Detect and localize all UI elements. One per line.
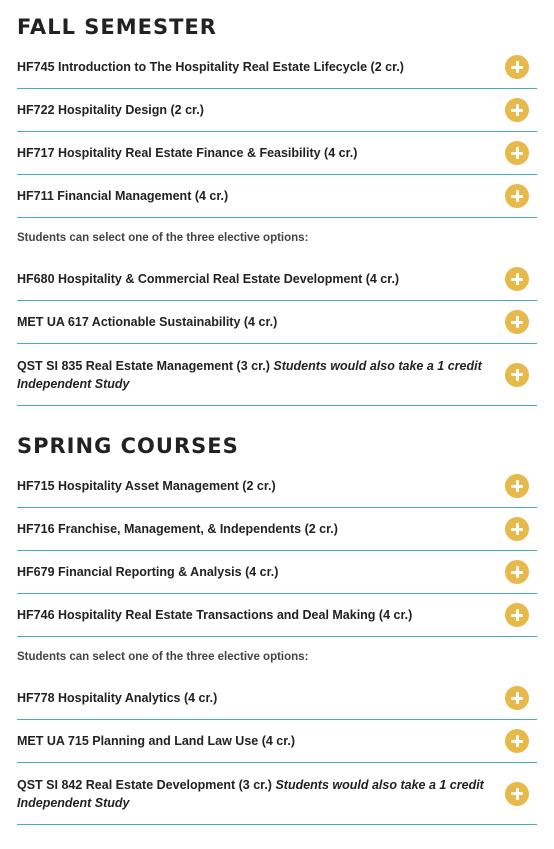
course-label: MET UA 617 Actionable Sustainability (4 cr.) [17, 315, 278, 329]
plus-circle-icon[interactable] [505, 603, 529, 627]
course-row[interactable] [17, 594, 537, 637]
course-row[interactable] [17, 258, 537, 301]
course-row[interactable] [17, 46, 537, 89]
plus-circle-icon[interactable] [505, 560, 529, 584]
fall-semester-section [17, 12, 537, 406]
spring-courses-section [17, 431, 537, 825]
plus-circle-icon[interactable] [505, 267, 529, 291]
course-row[interactable] [17, 344, 537, 406]
course-label: HF745 Introduction to The Hospitality Real Estate Lifecycle (2 cr.) [17, 60, 404, 74]
course-note: Students would also take a 1 credit Independent Study [17, 358, 482, 391]
course-label: HF717 Hospitality Real Estate Finance & Feasibility (4 cr.) [17, 146, 358, 160]
course-label: HF680 Hospitality & Commercial Real Estate Development (4 cr.) [17, 272, 400, 286]
course-row[interactable] [17, 720, 537, 763]
course-row[interactable] [17, 763, 537, 825]
course-row[interactable] [17, 175, 537, 218]
course-row[interactable] [17, 508, 537, 551]
course-label: HF746 Hospitality Real Estate Transactions and Deal Making (4 cr.) [17, 608, 413, 622]
course-row[interactable] [17, 677, 537, 720]
course-label: HF722 Hospitality Design (2 cr.) [17, 103, 204, 117]
section-title-spring: SPRING COURSES [17, 434, 239, 458]
course-row[interactable] [17, 465, 537, 508]
course-note: Students would also take a 1 credit Independent Study [17, 777, 484, 810]
course-label: HF715 Hospitality Asset Management (2 cr.) [17, 479, 276, 493]
course-label: QST SI 835 Real Estate Management (3 cr.) Students would also take a 1 credit Independent Study [17, 358, 482, 391]
plus-circle-icon[interactable] [505, 98, 529, 122]
course-label: QST SI 842 Real Estate Development (3 cr.) Students would also take a 1 credit Independent Study [17, 777, 484, 810]
course-row[interactable] [17, 132, 537, 175]
plus-circle-icon[interactable] [505, 474, 529, 498]
course-row[interactable] [17, 301, 537, 344]
course-label: HF778 Hospitality Analytics (4 cr.) [17, 691, 218, 705]
plus-circle-icon[interactable] [505, 517, 529, 541]
plus-circle-icon[interactable] [505, 686, 529, 710]
plus-circle-icon[interactable] [505, 184, 529, 208]
section-title-fall: FALL SEMESTER [17, 15, 217, 39]
plus-circle-icon[interactable] [505, 363, 529, 387]
elective-note: Students can select one of the three elective options: [17, 651, 309, 663]
plus-circle-icon[interactable] [505, 141, 529, 165]
course-row[interactable] [17, 551, 537, 594]
plus-circle-icon[interactable] [505, 729, 529, 753]
course-label: HF679 Financial Reporting & Analysis (4 cr.) [17, 565, 279, 579]
course-label: MET UA 715 Planning and Land Law Use (4 cr.) [17, 734, 296, 748]
course-row[interactable] [17, 89, 537, 132]
elective-note: Students can select one of the three elective options: [17, 232, 309, 244]
course-label: HF716 Franchise, Management, & Independents (2 cr.) [17, 522, 338, 536]
plus-circle-icon[interactable] [505, 310, 529, 334]
plus-circle-icon[interactable] [505, 55, 529, 79]
plus-circle-icon[interactable] [505, 782, 529, 806]
course-label: HF711 Financial Management (4 cr.) [17, 189, 229, 203]
